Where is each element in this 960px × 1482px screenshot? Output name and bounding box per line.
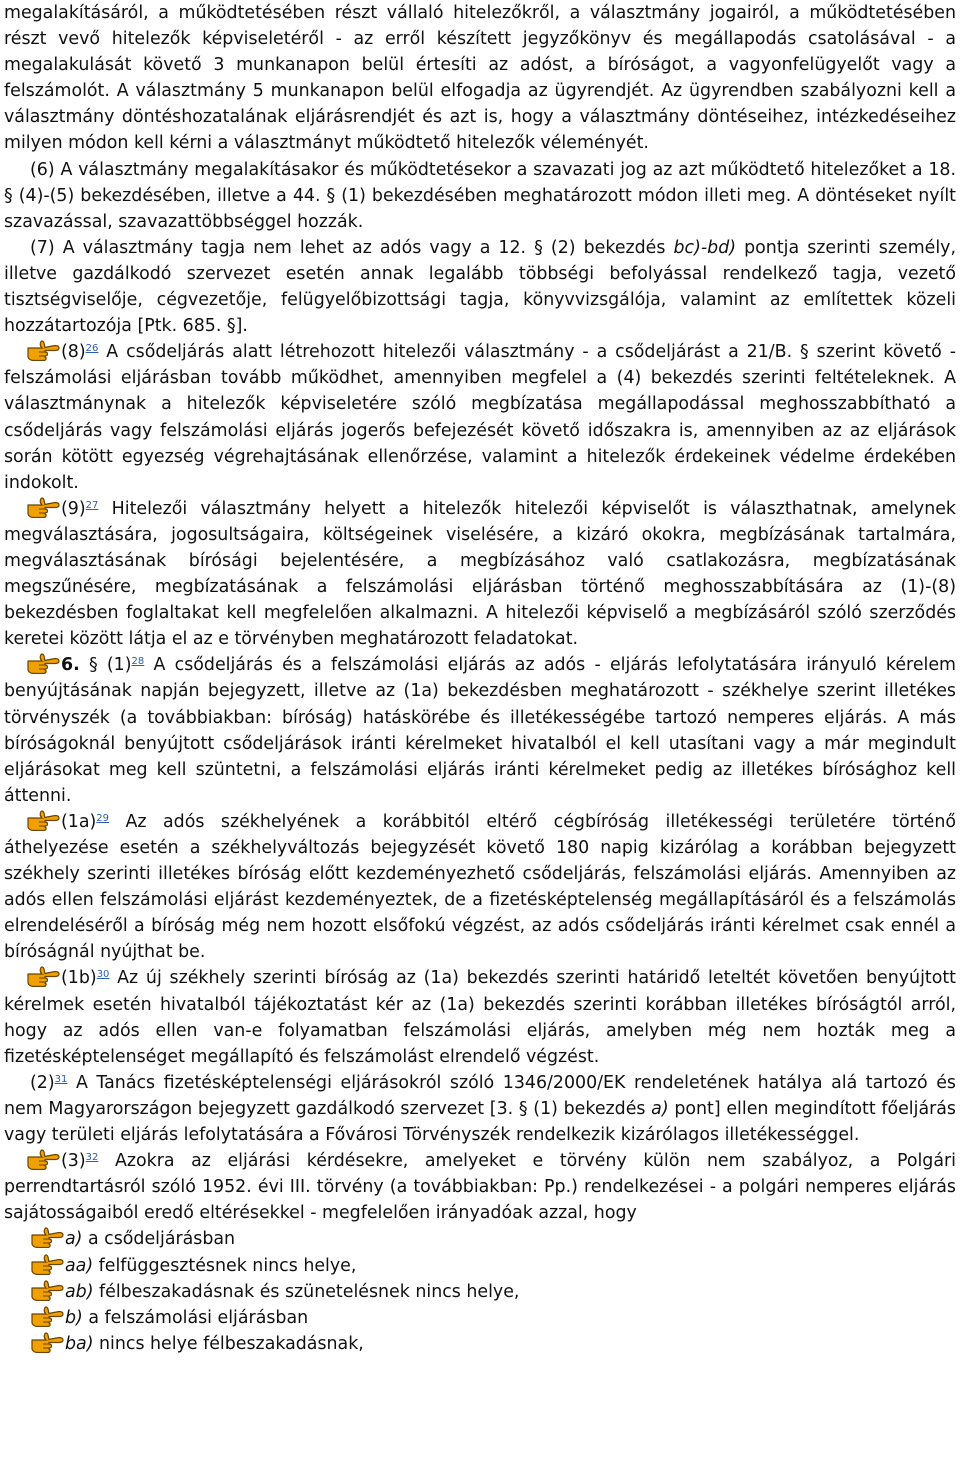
footnote-link-26[interactable]: 26 [85, 343, 99, 355]
pointing-hand-icon[interactable] [26, 339, 60, 361]
list-item [4, 1305, 956, 1331]
pointing-hand-icon[interactable] [30, 1226, 64, 1248]
paragraph-1b-text: Az új székhely szerinti bíróság az (1a) bekezdés szerinti határidő leteltét követően benyújtott kérelmek esetén hivatalból tájékoztatást kér az (1a) bekezdés szerinti korábban illetékes bíróságtól arról, hogy az adós ellen van-e folyamatban felszámolási eljárás, amelyben még nem hozták meg a fizetésképtelenséget megállapító és felszámolást elrendelő végzést. [4, 968, 956, 1067]
pointing-hand-icon[interactable] [30, 1253, 64, 1275]
pointing-hand-icon[interactable] [26, 965, 60, 987]
paragraph-continuation: megalakításáról, a működtetésében részt vállaló hitelezőkről, a választmány jogairól, a működtetésében részt vevő hitelezők képviseletéről - az erről készített jegyzőkönyv és megállapodás csatolásával - a megalakulását követő 3 munkanapon belül értesíti az adóst, a bíróságot, a vagyonfelügyelőt vagy a felszámolót. A választmány 5 munkanapon belül elfogadja az ügyrendjét. Az ügyrendben szabályozni kell a választmány döntéshozatalának eljárásrendjét és azt is, hogy a választmány döntéseihez, intézkedéseihez milyen módon kell kérni a választmányt működtető hitelezők véleményét. [4, 3, 956, 154]
list-item [4, 1253, 956, 1279]
paragraph-2-number: (2) [30, 1072, 55, 1093]
paragraph-6: (6) A választmány megalakításakor és működtetésekor a szavazati jog az azt működtető hitelezőket a 18. § (4)-(5) bekezdésében, illetve a 44. § (1) bekezdésében meghatározott módon illeti meg. A döntéseket nyílt szavazással, szavazattöbbséggel hozzák. [4, 159, 956, 232]
list-item [4, 1279, 956, 1305]
list-item [4, 1226, 956, 1252]
paragraph-9 [4, 496, 956, 653]
list-item-mark: ba) [65, 1333, 94, 1354]
section-6-paragraph-1 [4, 652, 956, 809]
paragraph-8-number: (8) [61, 342, 86, 363]
list-item-text: a felszámolási eljárásban [82, 1307, 309, 1328]
paragraph-1b-number: (1b) [61, 968, 97, 989]
paragraph-1a-text: Az adós székhelyének a korábbitól eltérő cégbíróság illetékességi területére történő áthelyezése esetén a székhelyváltozás bejegyzését követő 180 napig kizárólag a korábban bejegyzett székhely szerinti illetékes bíróság előtt kezdeményezhető csődeljárás, felszámolási eljárás. Amennyiben az adós ellen felszámolási eljárást kezdeményeztek, de a fizetésképtelenség megállapításáról és a felszámolás elrendeléséről a bíróság még nem hozott elsőfokú végzést, az adós csődeljárás iránti kérelmet csak ennél a bíróságnál nyújthat be. [4, 811, 956, 963]
paragraph-7 [4, 235, 956, 339]
list-item-mark: b) [65, 1307, 83, 1328]
list-item-mark: aa) [65, 1255, 94, 1276]
paragraph-7-text-b: pontja szerinti személy, illetve gazdálkodó szervezet esetén annak legalább többségi befolyással rendelkező tagja, vezető tisztségviselője, cégvezetője, felügyelőbizottsági tagja, könyvvizsgálója, valamint az említettek közeli hozzátartozója [Ptk. 685. §]. [4, 237, 956, 337]
pointing-hand-icon[interactable] [26, 809, 60, 831]
paragraph-7-text-a: (7) A választmány tagja nem lehet az adós vagy a 12. § (2) bekezdés [30, 237, 674, 258]
pointing-hand-icon[interactable] [30, 1331, 64, 1353]
paragraph-3-text: Azokra az eljárási kérdésekre, amelyeket e törvény külön nem szabályoz, a Polgári perrendtartásról szóló 1952. évi III. törvény (a továbbiakban: Pp.) rendelkezései - a polgári nemperes eljárás sajátosságaiból eredő eltérésekkel - megfelelően irányadóak azzal, hogy [4, 1151, 956, 1224]
pointing-hand-icon[interactable] [26, 496, 60, 518]
paragraph-8 [4, 339, 956, 496]
footnote-link-32[interactable]: 32 [85, 1152, 99, 1164]
list-item-text: a csődeljárásban [82, 1229, 236, 1250]
footnote-link-29[interactable]: 29 [96, 812, 110, 824]
footnote-link-27[interactable]: 27 [85, 499, 99, 511]
pointing-hand-icon[interactable] [30, 1279, 64, 1301]
paragraph-2-italic: a) [651, 1098, 669, 1119]
paragraph-2-text-a: A Tanács fizetésképtelenségi eljárásokról szóló 1346/2000/EK rendeletének hatálya alá tartozó és nem Magyarországon bejegyzett gazdálkodó szervezet [3. § (1) bekezdés [4, 1072, 956, 1119]
section-number: 6. [61, 655, 80, 676]
paragraph-7-italic: bc)-bd) [673, 237, 737, 258]
document-page [4, 0, 956, 1357]
section-6-paragraph-1-number: § (1) [79, 655, 132, 676]
pointing-hand-icon[interactable] [26, 652, 60, 674]
footnote-link-28[interactable]: 28 [131, 656, 145, 668]
list-item [4, 1331, 956, 1357]
paragraph-2 [4, 1070, 956, 1148]
pointing-hand-icon[interactable] [26, 1148, 60, 1170]
paragraph-8-text: A csődeljárás alatt létrehozott hitelezői választmány - a csődeljárást a 21/B. § szerint követő - felszámolási eljárásban tovább működhet, amennyiben megfelel a (4) bekezdés szerinti feltételeknek. A választmánynak a hitelezők képviseletére szóló megbízatása megállapodással meghosszabbítható a csődeljárás vagy felszámolási eljárás jogerős befejezését követő időszakra is, amennyiben az az eljárások során kötött egyezség végrehajtásának ellenőrzése, valamint a hitelezők érdekeinek védelme érdekében indokolt. [4, 342, 956, 493]
paragraph-1a [4, 809, 956, 966]
paragraph-3-number: (3) [61, 1151, 86, 1172]
list-item-mark: a) [65, 1229, 83, 1250]
paragraph-1b [4, 965, 956, 1069]
footnote-link-30[interactable]: 30 [96, 969, 110, 981]
point-list [4, 1226, 956, 1356]
paragraph-3 [4, 1148, 956, 1226]
list-item-text: félbeszakadásnak és szünetelésnek nincs helye, [93, 1281, 520, 1302]
paragraph-2-text-b: pont] ellen megindított főeljárás vagy területi eljárás lefolytatására a Fővárosi Törvényszék rendelkezik kizárólagos illetékességgel. [4, 1098, 956, 1146]
list-item-text: nincs helye félbeszakadásnak, [93, 1333, 364, 1354]
footnote-link-31[interactable]: 31 [54, 1073, 68, 1085]
paragraph-1a-number: (1a) [61, 811, 97, 832]
list-item-mark: ab) [65, 1281, 94, 1302]
pointing-hand-icon[interactable] [30, 1305, 64, 1327]
paragraph-9-text: Hitelezői választmány helyett a hitelezők hitelezői képviselőt is választhatnak, amelynek megválasztására, jogosultságaira, költségeinek viselésére, a kizáró okokra, megbízásának tartalmára, megválasztásának bírósági bejelentésére, a megbízásához való csatlakozásra, megbízatásának megszűnésére, megbízatásának a felszámolási eljárásban történő meghosszabbítására az (1)-(8) bekezdésben foglaltakat kell megfelelően alkalmazni. A hitelezői képviselő a megbízásáról szóló szerződés keretei között látja el az e törvényben meghatározott feladatokat. [4, 498, 956, 650]
paragraph-9-number: (9) [61, 498, 86, 519]
list-item-text: felfüggesztésnek nincs helye, [93, 1255, 357, 1276]
section-6-paragraph-1-text: A csődeljárás és a felszámolási eljárás az adós - eljárás lefolytatására irányuló kérelem benyújtásának napján bejegyzett, illetve az (1a) bekezdésben meghatározott - székhelye szerint illetékes törvényszék (a továbbiakban: bíróság) hatáskörébe és illetékességébe tartozó nemperes eljárás. A más bíróságoknál benyújtott csődeljárások iránti kérelmeket hivatalból el kell utasítani vagy a már megindult eljárásokat meg kell szüntetni, a felszámolási eljárás iránti kérelmeket pedig az illetékes bírósághoz kell áttenni. [4, 655, 956, 806]
